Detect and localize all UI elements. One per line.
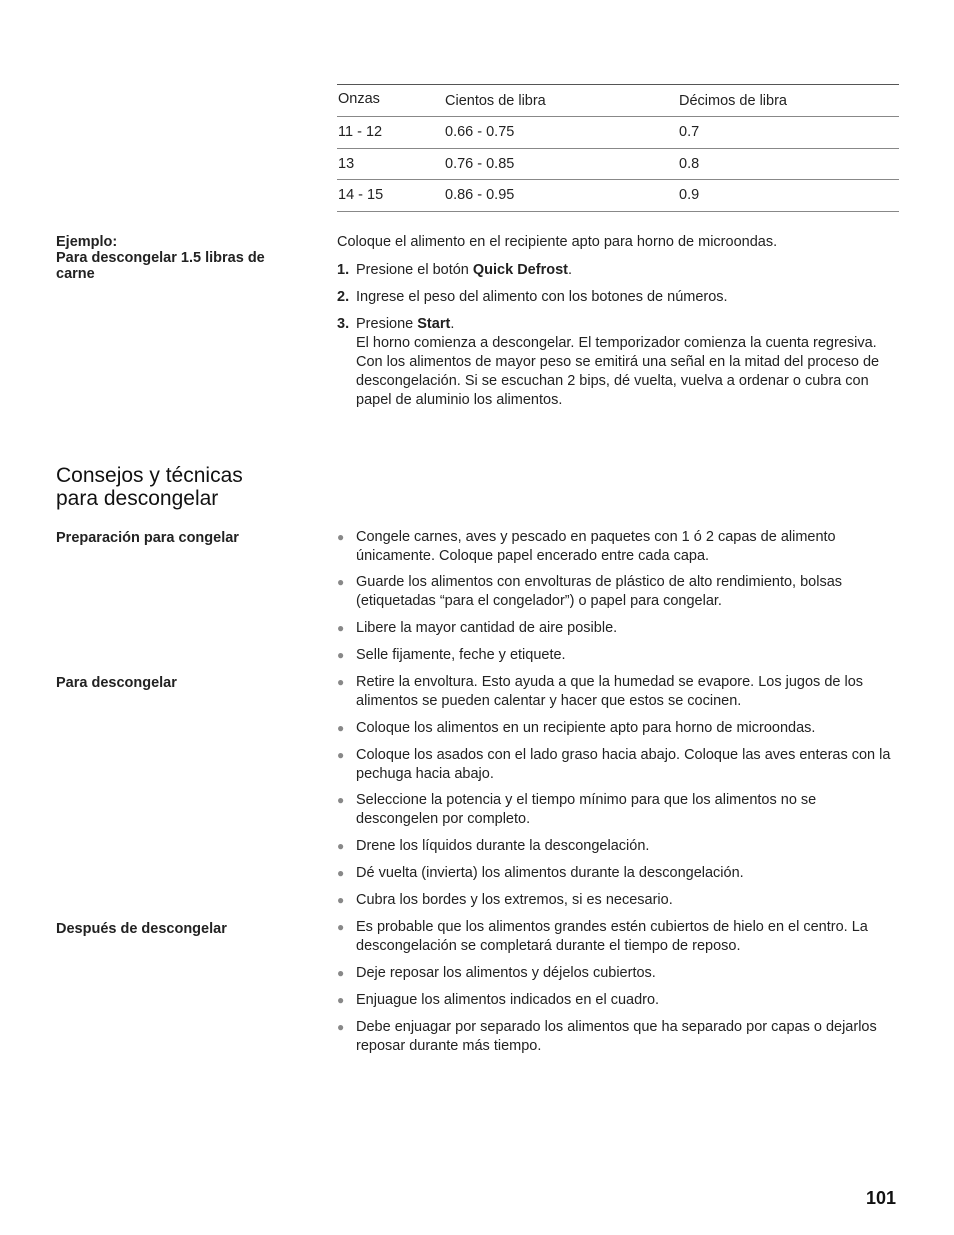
bullet-icon: ● <box>337 748 345 762</box>
step-text-end: . <box>567 262 573 278</box>
list-item-text: Enjuague los alimentos indicados en el cuadro. <box>356 992 660 1008</box>
list-item-text: Debe enjuagar por separado los alimentos que ha separado por capas o dejarlos reposar durante más tiempo. <box>356 1019 877 1054</box>
bullet-icon: ● <box>337 966 345 980</box>
table-row <box>337 117 899 149</box>
step-button-name: Start <box>417 316 451 332</box>
group-label-descongelar: Para descongelar <box>56 675 177 691</box>
list-item-text: Guarde los alimentos con envolturas de plástico de alto rendimiento, bolsas (etiquetadas “para el congelador”) o papel para congelar. <box>356 574 843 609</box>
list-item <box>337 964 899 983</box>
table-cell: 13 <box>338 155 355 172</box>
step-text: Presione el botón <box>356 262 473 278</box>
list-item <box>337 1018 899 1056</box>
table-cell: 0.8 <box>679 155 700 172</box>
bullet-icon: ● <box>337 721 345 735</box>
step-button-name: Quick Defrost <box>472 262 568 278</box>
list-item-text: Es probable que los alimentos grandes estén cubiertos de hielo en el centro. La descongelación se completará durante el tiempo de reposo. <box>356 919 868 954</box>
bullet-icon: ● <box>337 575 345 589</box>
table-header-cell: Onzas <box>338 90 380 107</box>
step-3 <box>337 315 899 410</box>
section-title-line: para descongelar <box>56 487 219 510</box>
group-label-preparacion: Preparación para congelar <box>56 530 239 546</box>
step-number: 1. <box>337 262 350 278</box>
table-cell: 0.9 <box>679 187 700 204</box>
list-item <box>337 573 899 611</box>
table-cell: 14 - 15 <box>338 187 384 204</box>
example-intro: Coloque el alimento en el recipiente apto para horno de microondas. <box>337 234 778 250</box>
list-item-text: Dé vuelta (invierta) los alimentos durante la descongelación. <box>356 865 744 881</box>
list-item-text: Coloque los alimentos en un recipiente apto para horno de microondas. <box>356 720 816 736</box>
step-text-end: . <box>450 316 455 332</box>
list-item <box>337 791 899 829</box>
bullet-icon: ● <box>337 893 345 907</box>
list-item <box>337 619 899 638</box>
step-text: Ingrese el peso del alimento con los botones de números. <box>356 289 728 305</box>
bullet-icon: ● <box>337 993 345 1007</box>
bullet-icon: ● <box>337 530 345 544</box>
section-title-line: Consejos y técnicas <box>56 464 243 487</box>
bullet-icon: ● <box>337 866 345 880</box>
section-title <box>56 464 243 510</box>
step-detail: El horno comienza a descongelar. El temporizador comienza la cuenta regresiva. Con los alimentos de mayor peso se emitirá una señal en la mitad del proceso de descongelación. Si se escuchan 2 bips, dé vuelta, vuelva a ordenar o cubra con papel de aluminio los alimentos. <box>356 335 880 408</box>
bullet-icon: ● <box>337 839 345 853</box>
table-cell: 0.7 <box>679 124 700 141</box>
list-item-text: Coloque los asados con el lado graso hacia abajo. Coloque las aves enteras con la pechuga hacia abajo. <box>356 747 891 782</box>
example-label-subtitle: Para descongelar 1.5 libras de carne <box>56 250 265 282</box>
list-item <box>337 646 899 665</box>
bullet-icon: ● <box>337 920 345 934</box>
table-row <box>337 180 899 212</box>
list-item-text: Cubra los bordes y los extremos, si es necesario. <box>356 892 673 908</box>
list-item <box>337 991 899 1010</box>
list-item-text: Selle fijamente, feche y etiquete. <box>356 647 566 663</box>
list-item <box>337 918 899 956</box>
step-number: 3. <box>337 316 350 332</box>
table-header-cell: Cientos de libra <box>445 92 546 109</box>
table-cell: 0.86 - 0.95 <box>445 187 515 204</box>
list-item <box>337 673 899 711</box>
list-item-text: Deje reposar los alimentos y déjelos cubiertos. <box>356 965 656 981</box>
list-item <box>337 746 899 784</box>
table-cell: 0.76 - 0.85 <box>445 155 515 172</box>
page-number: 101 <box>866 1188 897 1208</box>
list-item <box>337 719 899 738</box>
table-cell: 11 - 12 <box>338 124 383 141</box>
group-label-despues: Después de descongelar <box>56 921 227 937</box>
bullet-icon: ● <box>337 648 345 662</box>
table-cell: 0.66 - 0.75 <box>445 124 515 141</box>
bullet-icon: ● <box>337 675 345 689</box>
step-1 <box>337 261 899 280</box>
table-row <box>337 149 899 181</box>
conversion-table <box>337 84 899 212</box>
list-item-text: Drene los líquidos durante la descongelación. <box>356 838 650 854</box>
bullet-icon: ● <box>337 793 345 807</box>
step-text: Presione <box>356 316 418 332</box>
list-item-text: Retire la envoltura. Esto ayuda a que la humedad se evapore. Los jugos de los alimentos se pueden calentar y hacer que estos se cocinen. <box>356 674 864 709</box>
example-label-title: Ejemplo: <box>56 234 118 250</box>
list-item <box>337 528 899 566</box>
list-item <box>337 864 899 883</box>
step-2 <box>337 288 899 307</box>
list-item-text: Congele carnes, aves y pescado en paquetes con 1 ó 2 capas de alimento únicamente. Coloque papel encerado entre cada capa. <box>356 529 836 564</box>
bullet-icon: ● <box>337 621 345 635</box>
table-header-row <box>337 85 899 117</box>
example-label <box>56 234 286 282</box>
list-item-text: Libere la mayor cantidad de aire posible. <box>356 620 618 636</box>
table-header-cell: Décimos de libra <box>679 92 787 109</box>
list-item-text: Seleccione la potencia y el tiempo mínimo para que los alimentos no se descongelen por completo. <box>356 792 817 827</box>
bullet-icon: ● <box>337 1020 345 1034</box>
step-number: 2. <box>337 289 350 305</box>
list-item <box>337 891 899 910</box>
list-item <box>337 837 899 856</box>
